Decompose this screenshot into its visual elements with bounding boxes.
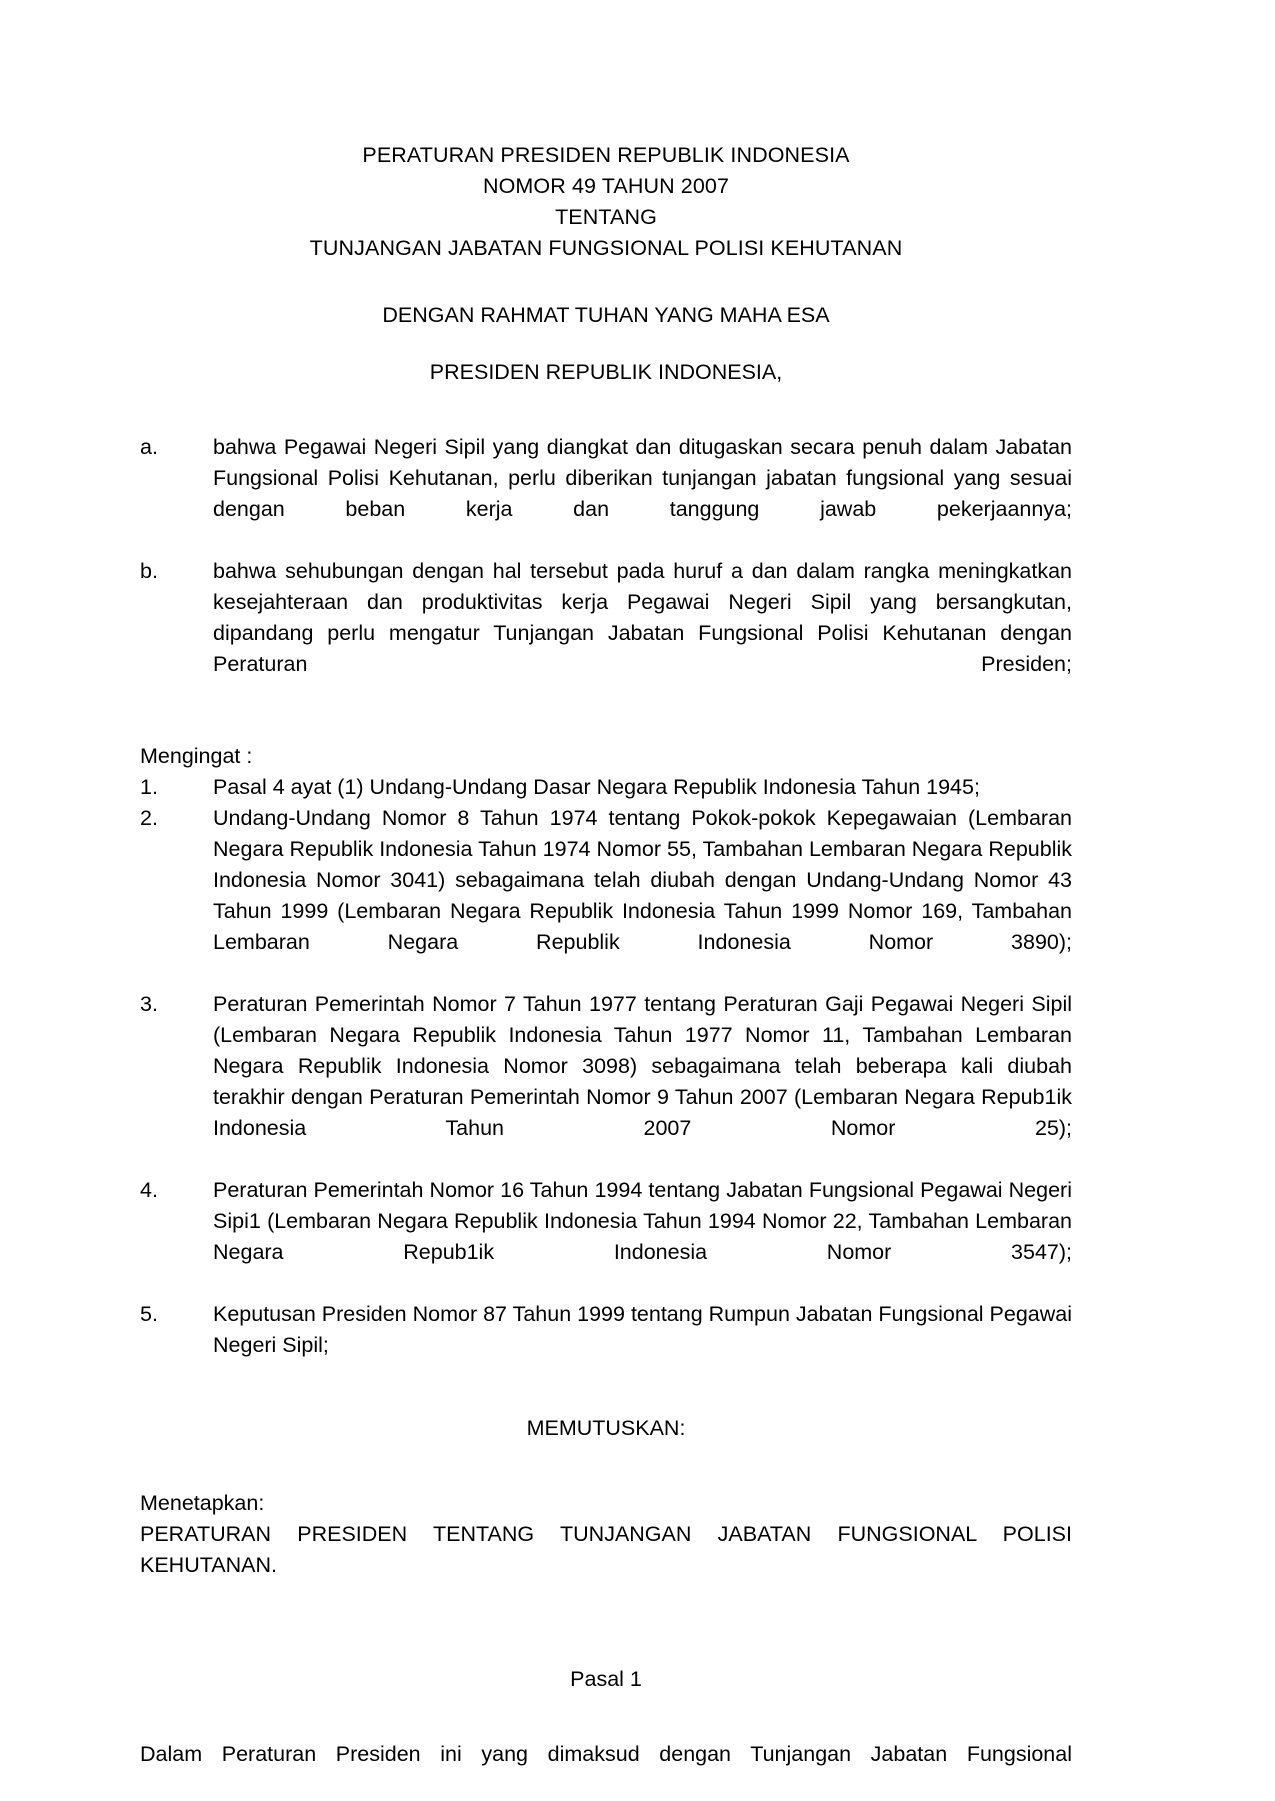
enacting-label: Menetapkan: bbox=[140, 1491, 265, 1515]
header-line-tentang: TENTANG bbox=[555, 205, 657, 229]
spacer bbox=[140, 264, 1072, 300]
article-body-text: Dalam Peraturan Presiden ini yang dimaksud dengan Tunjangan Jabatan Fungsional bbox=[140, 1742, 1072, 1766]
recalling-item bbox=[140, 989, 1072, 1175]
spacer bbox=[140, 1361, 1072, 1413]
considering-item bbox=[140, 556, 1072, 711]
recalling-item bbox=[140, 803, 1072, 989]
considering-item-text: bahwa sehubungan dengan hal tersebut pada huruf a dan dalam rangka meningkatkan kesejahteraan dan produktivitas kerja Pegawai Negeri Sipil yang bersangkutan, dipandang perlu mengatur Tunjangan Jabatan Fungsional Polisi Kehutanan dengan Peraturan Presiden; bbox=[213, 559, 1072, 676]
considering-item-marker: a. bbox=[140, 435, 158, 459]
recalling-item-marker: 4. bbox=[140, 1178, 158, 1202]
spacer bbox=[140, 711, 1072, 741]
recalling-item-text: Keputusan Presiden Nomor 87 Tahun 1999 tentang Rumpun Jabatan Fungsional Pegawai Negeri Sipil; bbox=[213, 1302, 1073, 1357]
header-line-regulation-type: PERATURAN PRESIDEN REPUBLIK INDONESIA bbox=[362, 143, 850, 167]
recalling-item bbox=[140, 772, 1072, 803]
spacer bbox=[140, 1695, 1072, 1739]
considering-item bbox=[140, 432, 1072, 556]
spacer bbox=[140, 388, 1072, 432]
document-content bbox=[140, 140, 1072, 1801]
recalling-item-marker: 5. bbox=[140, 1302, 158, 1326]
spacer bbox=[140, 331, 1072, 357]
recalling-item-marker: 1. bbox=[140, 775, 158, 799]
header-line-subject: TUNJANGAN JABATAN FUNGSIONAL POLISI KEHUTANAN bbox=[309, 236, 903, 260]
document-header bbox=[140, 140, 1072, 264]
recalling-item bbox=[140, 1299, 1072, 1361]
recalling-item-text: Peraturan Pemerintah Nomor 16 Tahun 1994 tentang Jabatan Fungsional Pegawai Negeri Sipi1 (Lembaran Negara Republik Indonesia Tahun 1994 Nomor 22, Tambahan Lembaran Negara Repub1ik Indonesia Nomor 3547); bbox=[213, 1178, 1072, 1264]
enacting-text: PERATURAN PRESIDEN TENTANG TUNJANGAN JABATAN FUNGSIONAL POLISI KEHUTANAN. bbox=[140, 1522, 1072, 1577]
considering-item-marker: b. bbox=[140, 559, 158, 583]
article-heading: Pasal 1 bbox=[570, 1667, 642, 1691]
decides-heading: MEMUTUSKAN: bbox=[526, 1416, 686, 1440]
recalling-item-text: Peraturan Pemerintah Nomor 7 Tahun 1977 tentang Peraturan Gaji Pegawai Negeri Sipil (Lembaran Negara Republik Indonesia Tahun 1977 Nomor 11, Tambahan Lembaran Negara Republik Indonesia Nomor 3098) sebagaimana telah beberapa kali diubah terakhir dengan Peraturan Pemerintah Nomor 9 Tahun 2007 (Lembaran Negara Repub1ik Indonesia Tahun 2007 Nomor 25); bbox=[213, 992, 1072, 1140]
recalling-label: Mengingat : bbox=[140, 744, 253, 768]
recalling-item bbox=[140, 1175, 1072, 1299]
spacer bbox=[140, 1612, 1072, 1664]
recalling-item-marker: 3. bbox=[140, 992, 158, 1016]
recalling-item-marker: 2. bbox=[140, 806, 158, 830]
recalling-item-text: Undang-Undang Nomor 8 Tahun 1974 tentang Pokok-pokok Kepegawaian (Lembaran Negara Republik Indonesia Tahun 1974 Nomor 55, Tambahan Lembaran Negara Republik Indonesia Nomor 3041) sebagaimana telah diubah dengan Undang-Undang Nomor 43 Tahun 1999 (Lembaran Negara Republik Indonesia Tahun 1999 Nomor 169, Tambahan Lembaran Negara Republik Indonesia Nomor 3890); bbox=[213, 806, 1072, 954]
header-line-number-year: NOMOR 49 TAHUN 2007 bbox=[482, 174, 730, 198]
considering-item-text: bahwa Pegawai Negeri Sipil yang diangkat dan ditugaskan secara penuh dalam Jabatan Fungsional Polisi Kehutanan, perlu diberikan tunjangan jabatan fungsional yang sesuai dengan beban kerja dan tanggung jawab pekerjaannya; bbox=[213, 435, 1072, 521]
recalling-item-text: Pasal 4 ayat (1) Undang-Undang Dasar Negara Republik Indonesia Tahun 1945; bbox=[213, 775, 980, 799]
spacer bbox=[140, 1444, 1072, 1488]
invocation-text: DENGAN RAHMAT TUHAN YANG MAHA ESA bbox=[382, 303, 830, 327]
authority-text: PRESIDEN REPUBLIK INDONESIA, bbox=[429, 360, 783, 384]
